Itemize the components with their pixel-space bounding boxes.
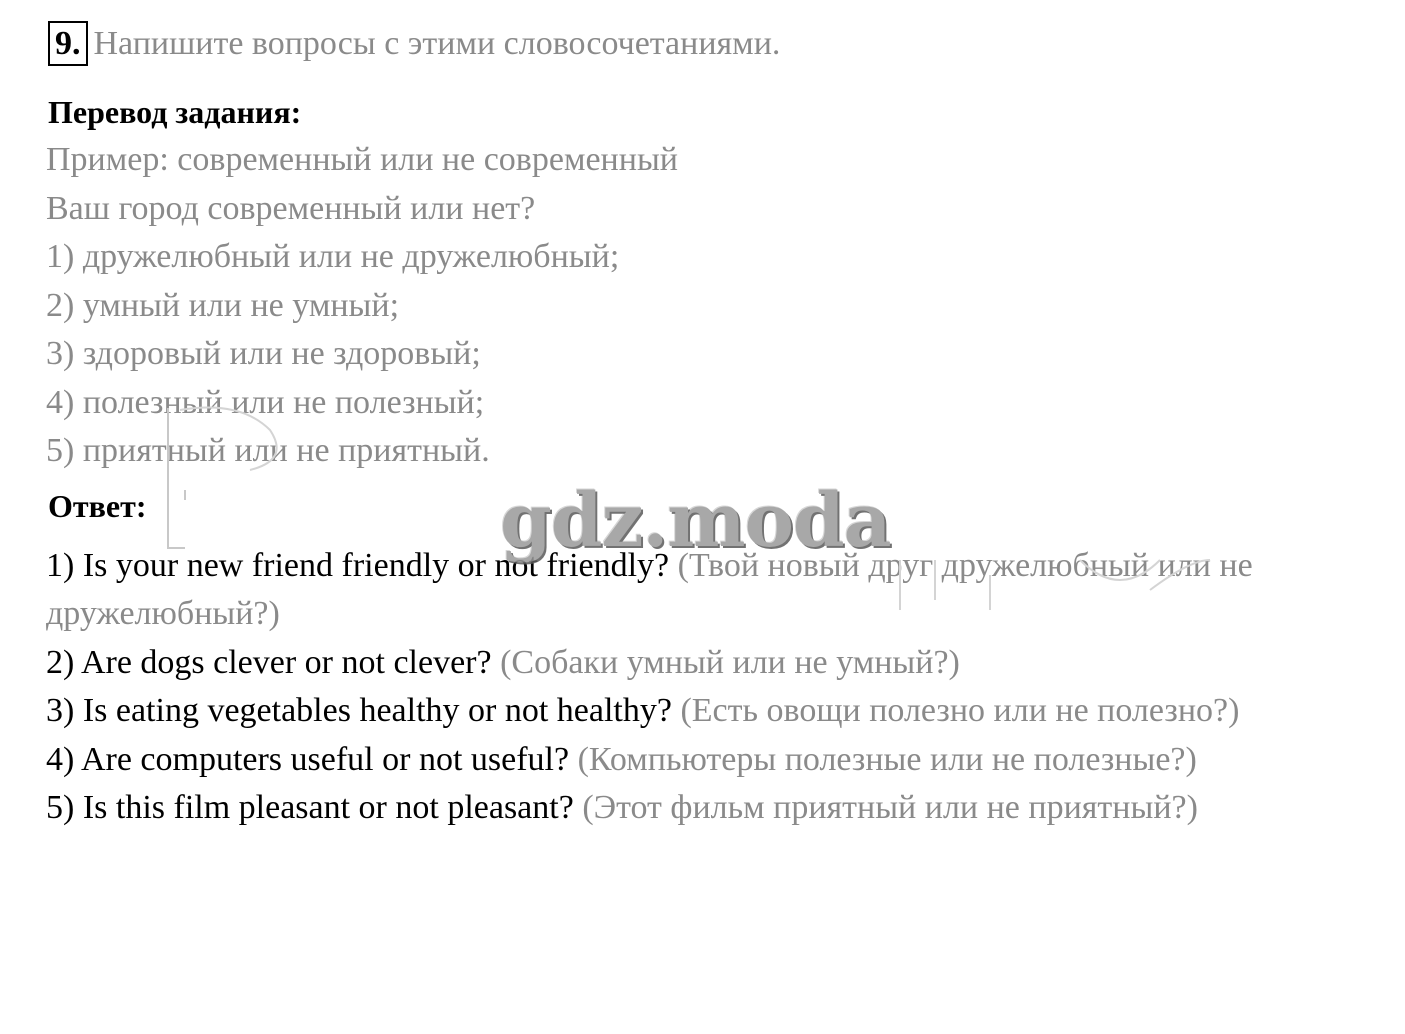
translation-item: 5) приятный или не приятный. — [46, 432, 490, 469]
answer-english: 5) Is this film pleasant or not pleasant? — [46, 789, 574, 826]
task-header — [46, 18, 1366, 70]
translation-heading: Перевод задания: — [48, 94, 302, 130]
translation-item: 1) дружелюбный или не дружелюбный; — [46, 238, 620, 275]
translation-example: Пример: современный или не современный — [46, 141, 678, 178]
answer-block — [46, 542, 1366, 833]
answer-item — [46, 639, 1366, 688]
homework-page — [46, 18, 1366, 833]
watermark-logo: gdz.moda — [500, 478, 891, 564]
answer-item — [46, 687, 1366, 736]
translation-item: 4) полезный или не полезный; — [46, 383, 485, 421]
translation-block — [46, 136, 1366, 476]
translation-example-question: Ваш город современный или нет? — [46, 189, 536, 227]
answer-translation: (Этот фильм приятный или не приятный?) — [582, 789, 1198, 826]
answer-english: 4) Are computers useful or not useful? — [46, 740, 570, 778]
answer-english: 2) Are dogs clever or not clever? — [46, 643, 492, 681]
answer-item — [46, 542, 1366, 639]
translation-item: 2) умный или не умный; — [46, 286, 400, 324]
answer-item — [46, 736, 1366, 785]
answer-translation: (Есть овощи полезно или не полезно?) — [680, 692, 1240, 729]
answer-heading: Ответ: — [48, 487, 147, 524]
answer-translation: (Собаки умный или не умный?) — [500, 643, 960, 681]
task-number: 9. — [48, 21, 88, 66]
answer-english: 1) Is your new friend friendly or not friendly? — [46, 546, 670, 584]
translation-item: 3) здоровый или не здоровый; — [46, 335, 481, 372]
answer-english: 3) Is eating vegetables healthy or not healthy? — [46, 692, 672, 729]
task-instruction: Напишите вопросы с этими словосочетаниями. — [93, 25, 781, 62]
answer-translation: (Твой новый друг дружелюбный или не дружелюбный?) — [46, 546, 1253, 632]
answer-translation: (Компьютеры полезные или не полезные?) — [577, 740, 1197, 778]
answer-item — [46, 784, 1366, 833]
